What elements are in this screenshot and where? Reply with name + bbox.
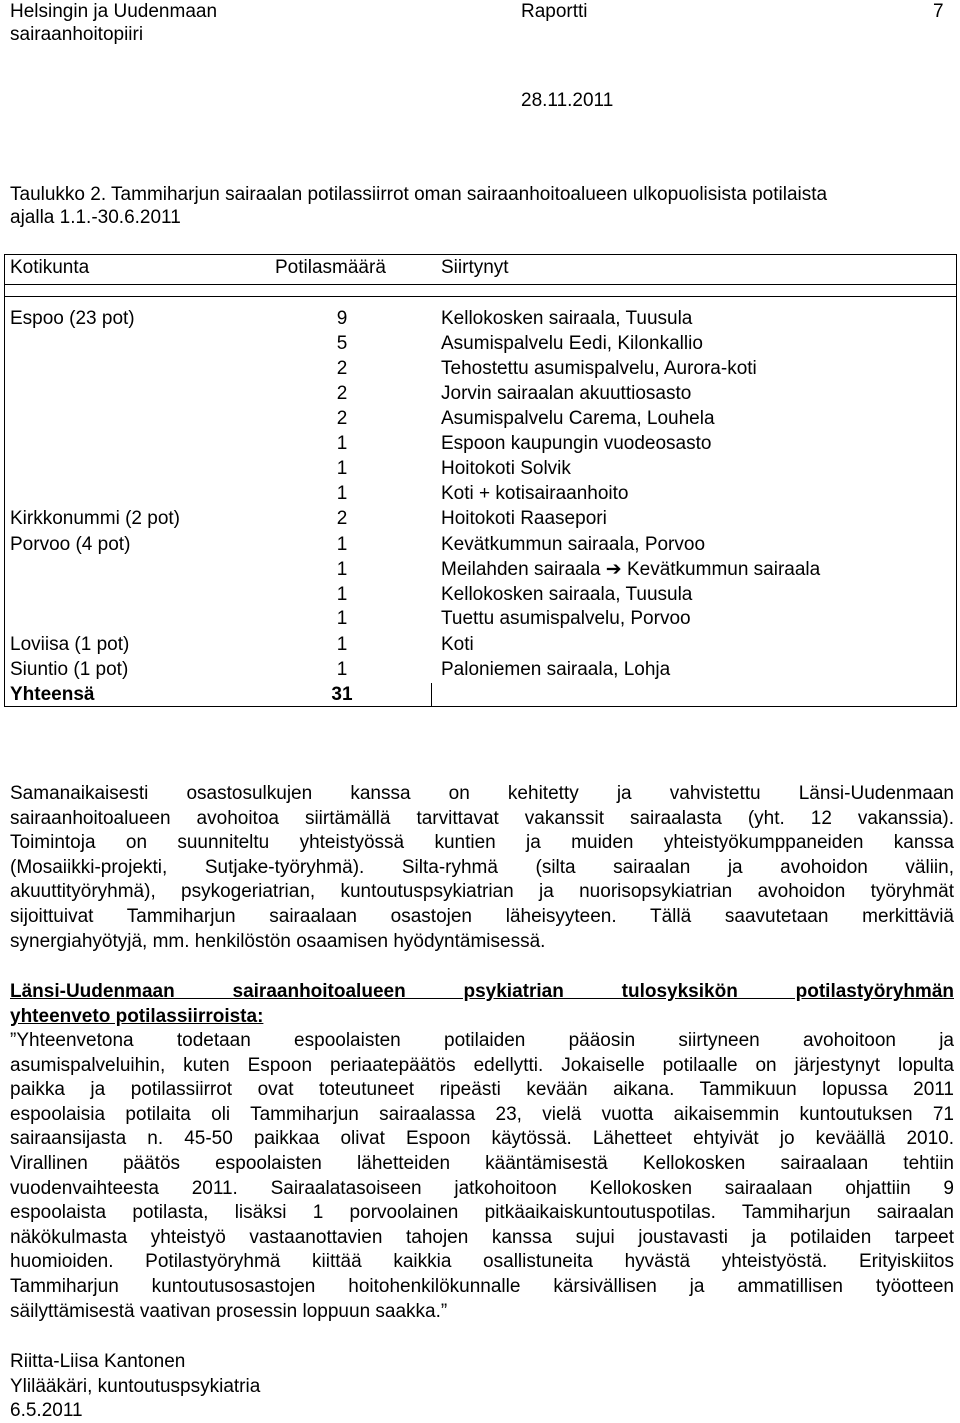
table-row-maara: 1: [336, 584, 348, 605]
text-line: paikka ja potilassiirrot ovat toteutuneet ripeästi kevään aikana. Tammikuun lopussa 2011: [10, 1079, 954, 1101]
text-line: sairaansijasta n. 45-50 paikkaa olivat Espoon käytössä. Lähetteet ehtyivät jo keväällä 2010.: [10, 1128, 954, 1150]
table-row-maara: 1: [336, 634, 348, 655]
table-rule-header: [4, 284, 957, 285]
table-title-line2: ajalla 1.1.-30.6.2011: [10, 207, 181, 228]
table-row-maara: 2: [336, 358, 348, 379]
signature-date: 6.5.2011: [10, 1400, 83, 1421]
signature-title: Ylilääkäri, kuntoutuspsykiatria: [10, 1376, 261, 1397]
text-line: asumispalveluihin, kuten Espoon periaatepäätös edellytti. Jokaiselle potilaalle on järjestynyt lopulta: [10, 1054, 954, 1076]
table-total-value: 31: [331, 684, 353, 705]
table-row-siirtynyt: Jorvin sairaalan akuuttiosasto: [441, 383, 692, 404]
paragraph-avohoito: [10, 782, 954, 954]
table-row-maara: 1: [336, 433, 348, 454]
text-line: (Mosaiikki-projekti, Sutjake-työryhmä). Silta-ryhmä (silta sairaalan ja avohoidon väliin,: [10, 856, 954, 878]
table-row-maara: 1: [336, 483, 348, 504]
table-row-kunta: Loviisa (1 pot): [10, 634, 130, 655]
table-row-kunta: Espoo (23 pot): [10, 308, 135, 329]
section-heading-line2: yhteenveto potilassiirroista:: [10, 1005, 264, 1027]
text-line: akuuttityöryhmä), psykogeriatrian, kuntoutuspsykiatrian ja nuorisopsykiatrian avohoidon työryhmät: [10, 881, 954, 903]
text-line: Toimintoja on suunniteltu yhteistyössä kuntien ja muiden yhteistyökumppaneiden kanssa: [10, 832, 954, 854]
paragraph-yhteenveto: [10, 1029, 954, 1324]
table-row-siirtynyt: Meilahden sairaala ➔ Kevätkummun sairaala: [441, 559, 821, 580]
table-row-maara: 1: [336, 659, 348, 680]
document-type: Raportti: [521, 1, 588, 22]
text-line: näkökulmasta yhteistyö vastaanottavien tahojen kanssa sujui joustavasti ja potilaiden tarpeet: [10, 1226, 954, 1248]
table-total-label: Yhteensä: [10, 684, 95, 705]
table-row-maara: 5: [336, 333, 348, 354]
table-row-kunta: Kirkkonummi (2 pot): [10, 508, 180, 529]
table-row-kunta: Porvoo (4 pot): [10, 534, 131, 555]
section-heading-line1: Länsi-Uudenmaan sairaanhoitoalueen psykiatrian tulosyksikön potilastyöryhmän: [10, 981, 954, 1002]
column-header-kotikunta: Kotikunta: [10, 257, 90, 278]
table-row-maara: 1: [336, 458, 348, 479]
table-row-siirtynyt: Asumispalvelu Carema, Louhela: [441, 408, 715, 429]
table-row-siirtynyt: Tuettu asumispalvelu, Porvoo: [441, 608, 691, 629]
text-line: ”Yhteenvetona todetaan espoolaisten potilaiden pääosin siirtyneen avohoitoon ja: [10, 1030, 954, 1051]
table-row-siirtynyt: Asumispalvelu Eedi, Kilonkallio: [441, 333, 703, 354]
page-number: 7: [933, 1, 944, 22]
text-line: espoolaisia potilaita oli Tammiharjun sairaalassa 23, vielä vuotta aikaisemmin kuntoutuksen 71: [10, 1103, 954, 1125]
org-name-line1: Helsingin ja Uudenmaan: [10, 1, 218, 22]
table-row-siirtynyt: Koti: [441, 634, 474, 655]
table-row-maara: 1: [336, 608, 348, 629]
text-line: vuodenvaihteesta 2011. Sairaalatasoiseen jatkohoitoon Kellokosken sairaalaan ohjattiin 9: [10, 1177, 954, 1199]
text-line: sijoittuivat Tammiharjun sairaalaan osastojen läheisyyteen. Tällä saavutetaan merkittäviä: [10, 905, 954, 927]
text-line: Tammiharjun kuntoutusosastojen hoitohenkilökunnalle kärsivällisen ja ammatillisen työotteen: [10, 1275, 954, 1297]
document-date: 28.11.2011: [521, 90, 614, 111]
text-line: huomioiden. Potilastyöryhmä kiittää kaikkia osallistuneita hyvästä yhteistyöstä. Erityiskiitos: [10, 1251, 954, 1273]
table-rule-body-top: [4, 296, 957, 297]
table-row-siirtynyt: Kellokosken sairaala, Tuusula: [441, 308, 693, 329]
table-rule-bottom: [4, 706, 957, 707]
table-row-siirtynyt: Kevätkummun sairaala, Porvoo: [441, 534, 706, 555]
text-line: espoolaista potilasta, lisäksi 1 porvoolainen pitkäaikaiskuntoutuspotilas. Tammiharjun sairaalan: [10, 1202, 954, 1224]
table-row-siirtynyt: Tehostettu asumispalvelu, Aurora-koti: [441, 358, 757, 379]
org-name-line2: sairaanhoitopiiri: [10, 24, 144, 45]
text-line: Samanaikaisesti osastosulkujen kanssa on kehitetty ja vahvistettu Länsi-Uudenmaan: [10, 783, 954, 804]
table-row-siirtynyt: Paloniemen sairaala, Lohja: [441, 659, 671, 680]
text-line: Virallinen päätös espoolaisten lähetteiden kääntämisestä Kellokosken sairaalaan tehtiin: [10, 1152, 954, 1174]
table-row-maara: 1: [336, 559, 348, 580]
table-row-siirtynyt: Hoitokoti Solvik: [441, 458, 571, 479]
table-title-line1: Taulukko 2. Tammiharjun sairaalan potilassiirrot oman sairaanhoitoalueen ulkopuolisista potilaista: [10, 184, 828, 205]
table-row-siirtynyt: Espoon kaupungin vuodeosasto: [441, 433, 712, 454]
table-row-maara: 2: [336, 408, 348, 429]
table-row-kunta: Siuntio (1 pot): [10, 659, 129, 680]
table-row-siirtynyt: Hoitokoti Raasepori: [441, 508, 607, 529]
table-row-siirtynyt: Kellokosken sairaala, Tuusula: [441, 584, 693, 605]
table-row-maara: 9: [336, 308, 348, 329]
section-heading: [10, 980, 954, 1029]
column-header-siirtynyt: Siirtynyt: [441, 257, 509, 278]
table-row-siirtynyt: Koti + kotisairaanhoito: [441, 483, 629, 504]
text-line: säilyttämisestä vaativan prosessin loppuun saakka.”: [10, 1300, 448, 1322]
table-rule-total-divider: [431, 683, 432, 707]
table-rule-left: [4, 254, 5, 707]
table-row-maara: 1: [336, 534, 348, 555]
column-header-potilasmaara: Potilasmäärä: [275, 257, 386, 278]
table-row-maara: 2: [336, 383, 348, 404]
table-rule-right: [956, 254, 957, 707]
text-line: sairaanhoitoalueen avohoitoa siirtämällä tarvittavat vakanssit sairaalasta (yht. 12 vakanssia).: [10, 807, 954, 829]
signature-name: Riitta-Liisa Kantonen: [10, 1351, 186, 1372]
text-line: synergiahyötyjä, mm. henkilöstön osaamisen hyödyntämisessä.: [10, 930, 546, 952]
table-row-maara: 2: [336, 508, 348, 529]
